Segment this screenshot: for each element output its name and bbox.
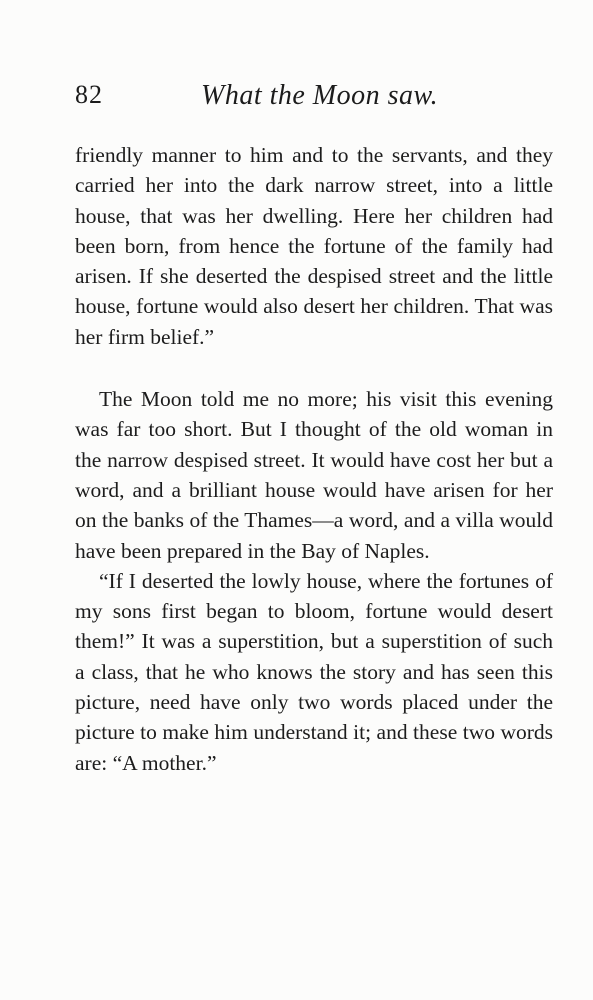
running-head [75,80,553,116]
paragraph-1: friendly manner to him and to the servants, and they carried her into the dark narrow street, into a little house, that was her dwelling. Here her children had been born, from hence the fortune of the family had arisen. If she deserted the despised street and the little house, fortune would also desert her children. That was her firm belief.” [75,143,553,349]
body-text [75,140,553,778]
running-title: What the Moon saw. [201,80,439,111]
paragraph-3: “If I deserted the lowly house, where the fortunes of my sons first began to bloom, fortune would desert them!” It was a superstition, but a superstition of such a class, that he who knows the story and has seen this picture, need have only two words placed under the picture to make him understand it; and these two words are: “A mother.” [75,568,553,775]
page-number: 82 [75,80,103,109]
paragraph-2: The Moon told me no more; his visit this evening was far too short. But I thought of the old woman in the narrow despised street. It would have cost her but a word, and a brilliant house would have arisen for her on the banks of the Thames—a word, and a villa would have been prepared in the Bay of Naples. [75,387,553,563]
